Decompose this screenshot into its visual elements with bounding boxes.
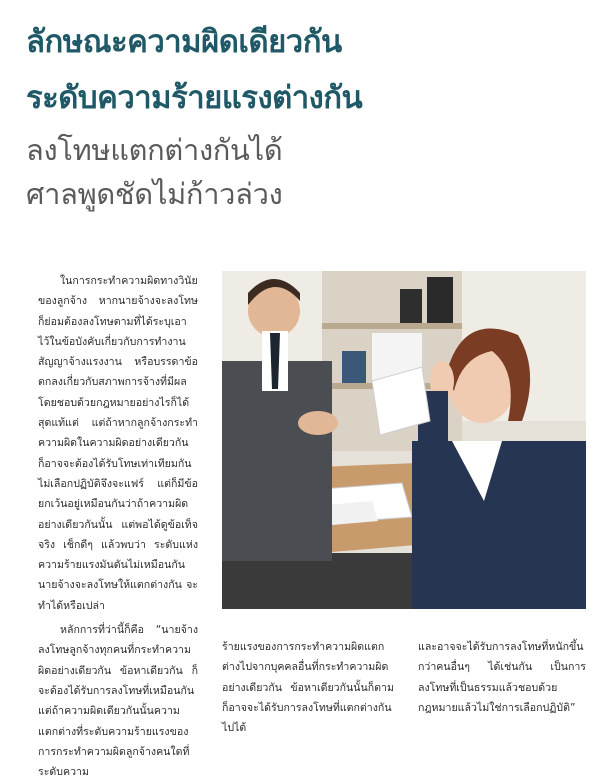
subheadline [26,128,596,216]
body-paragraph: ร้ายแรงของการกระทำความผิดแตกต่างไปจากบุคคลอื่นที่กระทำความผิดอย่างเดียวกัน ข้อหาเดียวกันนั้นก็ตาม ก็อาจจะได้รับการลงโทษที่แตกต่างกันไปได้ [222,641,394,735]
photo-office-meeting-icon [222,271,586,609]
body-paragraph: ในการกระทำความผิดทางวินัยของลูกจ้าง หากนายจ้างจะลงโทษ ก็ย่อมต้องลงโทษตามที่ได้ระบุเอาไว้ในข้อบังคับเกี่ยวกับการทำงาน สัญญาจ้างแรงงาน หรือบรรดาข้อตกลงเกี่ยวกับสภาพการจ้างที่มีผลโดยชอบด้วยกฎหมายอย่างไรก็ได้ สุดแท้แต่ แต่ถ้าหากลูกจ้างกระทำความผิดในความผิดอย่างเดียวกัน ก็อาจจะต้องได้รับโทษเท่าเทียมกัน ไม่เลือกปฏิบัติจึงจะแฟร์ แต่ก็มีข้อยกเว้นอยู่เหมือนกันว่าถ้าความผิดอย่างเดียวกันนั้น แต่พอได้ดูข้อเท็จจริง เช็กดีๆ แล้วพบว่า ระดับแห่งความร้ายแรงมันดันไม่เหมือนกัน นายจ้างจะลงโทษให้แตกต่างกัน จะทำได้หรือเปล่า [38,275,198,612]
subheadline-line-2: ศาลพูดชัดไม่ก้าวล่วง [26,177,283,211]
headline-line-2: ระดับความร้ายแรงต่างกัน [26,80,363,116]
body-column-2 [222,637,394,738]
body-paragraph: และอาจจะได้รับการลงโทษที่หนักขึ้นกว่าคนอื่นๆ ได้เช่นกัน เป็นการลงโทษที่เป็นธรรมแล้วชอบด้วยกฎหมายแล้วไม่ใช่การเลือกปฏิบัติ” [418,641,586,714]
body-column-1 [38,271,198,782]
body-paragraph: หลักการที่ว่านี้ก็คือ “นายจ้างลงโทษลูกจ้างทุกคนที่กระทำความผิดอย่างเดียวกัน ข้อหาเดียวกัน ก็จะต้องได้รับการลงโทษที่เหมือนกัน แต่ถ้าความผิดเดียวกันนั้นความแตกต่างที่ระดับความร้ายแรงของการกระทำความผิดลูกจ้างคนใดที่ระดับความ [38,624,198,779]
subheadline-line-1: ลงโทษแตกต่างกันได้ [26,133,283,167]
article-photo [222,271,586,609]
headline [26,14,596,126]
headline-line-1: ลักษณะความผิดเดียวกัน [26,24,342,60]
body-column-3 [418,637,586,718]
